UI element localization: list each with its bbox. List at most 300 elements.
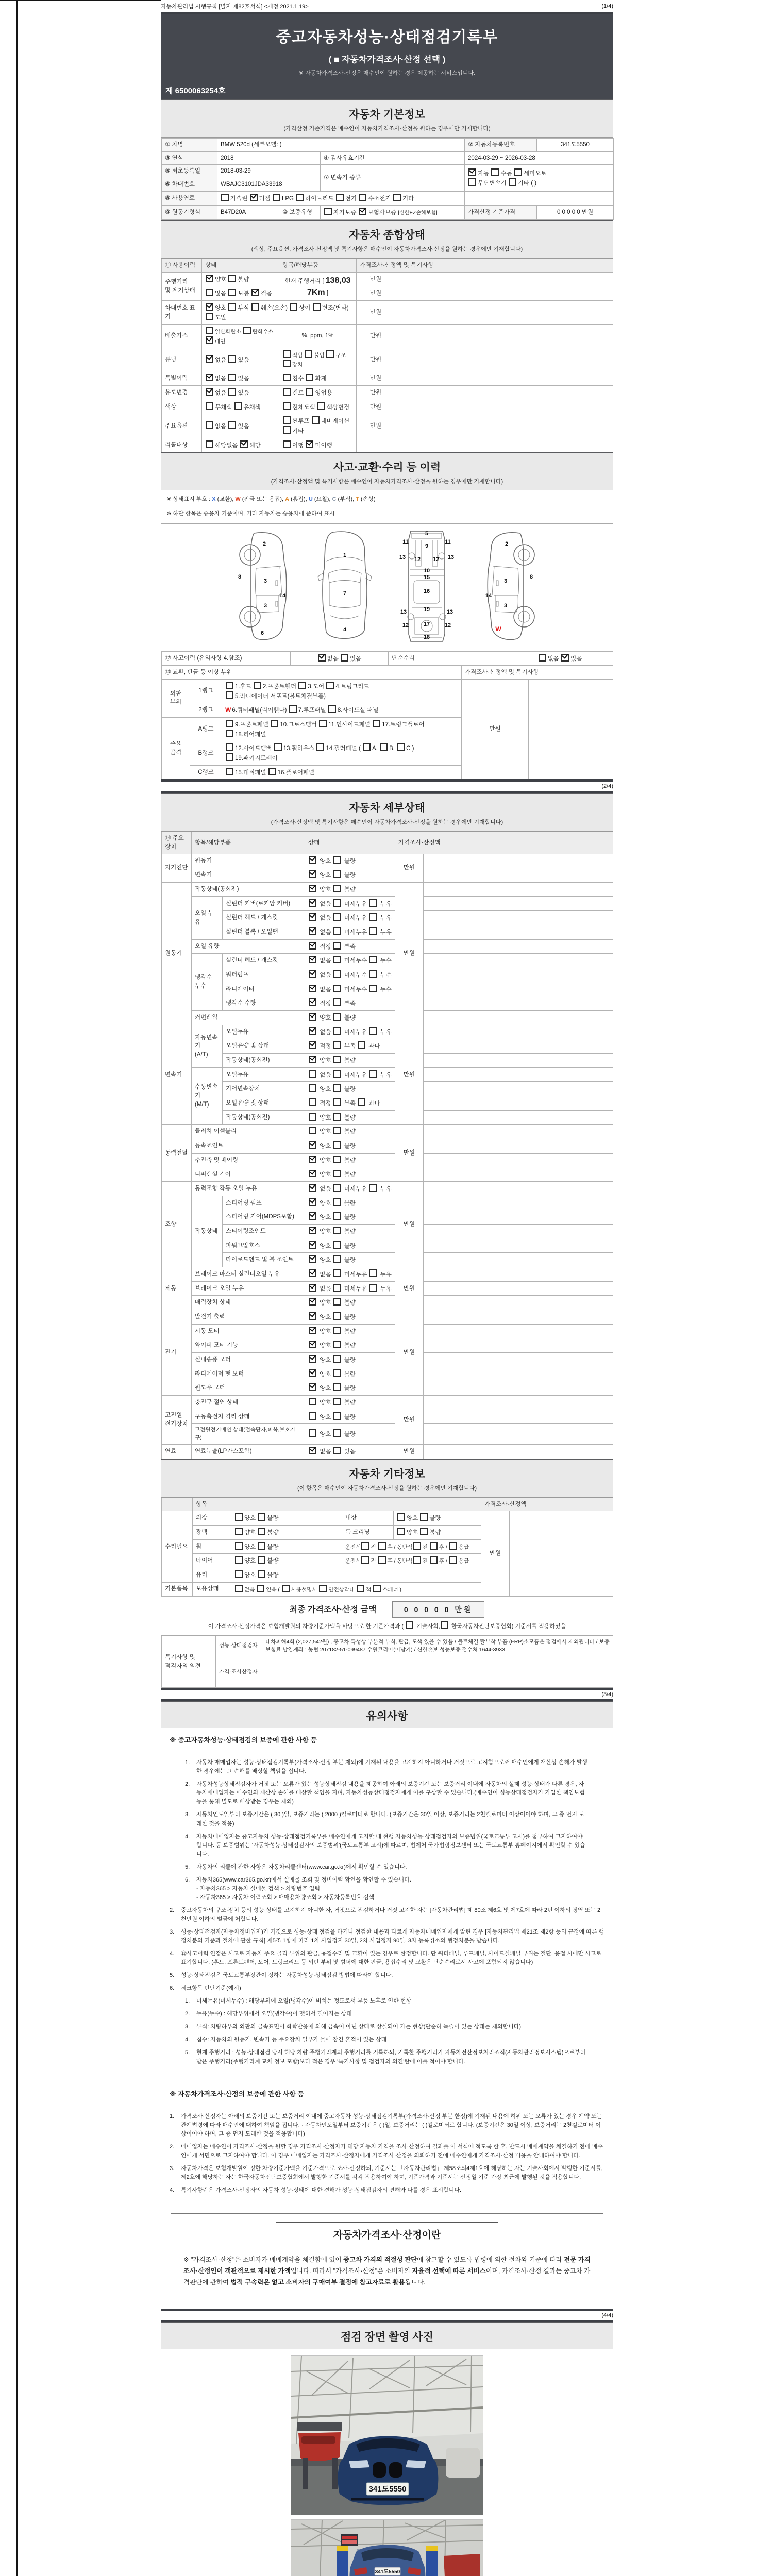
checkbox-empty[interactable]	[226, 743, 233, 751]
table-cell: 고전원 전기장치	[162, 1396, 192, 1445]
checkbox-checked[interactable]	[309, 1013, 316, 1021]
checkbox-empty[interactable]	[369, 899, 377, 907]
checkbox-empty[interactable]	[258, 1513, 265, 1521]
checkbox-empty[interactable]	[226, 730, 233, 737]
table-cell: ⑥ 차대번호	[162, 178, 217, 192]
checkbox-empty[interactable]	[324, 208, 332, 215]
table-cell: 오일 유량	[192, 939, 305, 954]
checkbox-empty[interactable]	[309, 1070, 316, 1078]
checkbox-empty[interactable]	[271, 720, 278, 727]
table-cell: 기본품목	[162, 1582, 193, 1596]
checkbox-empty[interactable]	[359, 194, 366, 201]
table-cell: 양호 부식 훼손(오손) 상이 변조(변타) 도말	[202, 301, 357, 325]
checkbox-empty[interactable]	[333, 885, 341, 892]
checkbox-empty[interactable]	[397, 1528, 405, 1535]
table-cell: 오일누유	[223, 1025, 305, 1039]
checkbox-checked[interactable]	[206, 374, 213, 381]
price-amount-cell: 만원	[357, 272, 395, 286]
checkbox-checked[interactable]	[309, 1156, 316, 1163]
table-cell: 없음 미세누유 누유	[305, 1281, 395, 1296]
checkbox-empty[interactable]	[369, 970, 377, 978]
checkbox-checked[interactable]	[309, 1198, 316, 1206]
checkbox-empty[interactable]	[509, 178, 516, 186]
checkbox-checked[interactable]	[561, 654, 569, 662]
checkbox-empty[interactable]	[306, 388, 313, 396]
checkbox-checked[interactable]	[309, 913, 316, 921]
checkbox-empty[interactable]	[228, 289, 236, 296]
table-cell: ③ 연식	[162, 151, 217, 165]
diagram-part-number: 3	[503, 602, 508, 609]
checkbox-empty[interactable]	[282, 1585, 290, 1592]
car-left-side-diagram	[231, 529, 296, 645]
checkbox-empty[interactable]	[228, 421, 236, 429]
checkbox-empty[interactable]	[309, 1412, 316, 1420]
checkbox-empty[interactable]	[283, 416, 291, 424]
checkbox-empty[interactable]	[441, 1621, 448, 1629]
checkbox-empty[interactable]	[235, 1528, 243, 1535]
checkbox-empty[interactable]	[333, 1070, 341, 1078]
checkbox-empty[interactable]	[369, 1027, 377, 1035]
checkbox-empty[interactable]	[206, 327, 213, 334]
checkbox-empty[interactable]	[333, 1041, 341, 1049]
checkbox-empty[interactable]	[235, 1570, 243, 1578]
checkbox-empty[interactable]	[257, 1585, 264, 1592]
checkbox-empty[interactable]	[268, 768, 276, 775]
checkbox-checked[interactable]	[309, 1355, 316, 1363]
checkbox-checked[interactable]	[240, 440, 248, 448]
checkbox-empty[interactable]	[226, 682, 233, 689]
notice-item	[177, 1876, 613, 1902]
checkbox-empty[interactable]	[333, 1369, 341, 1377]
checkbox-empty[interactable]	[309, 1398, 316, 1405]
checkbox-empty[interactable]	[333, 1383, 341, 1391]
checkbox-empty[interactable]	[333, 870, 341, 878]
checkbox-empty[interactable]	[333, 1327, 341, 1334]
checkbox-empty[interactable]	[319, 720, 327, 727]
diagram-part-number: 13	[400, 608, 407, 615]
table-cell: 오일유량 및 상태	[223, 1096, 305, 1111]
checkbox-checked[interactable]	[309, 1341, 316, 1348]
document-title: 중고자동차성능·상태점검기록부	[276, 29, 498, 46]
checkbox-empty[interactable]	[333, 942, 341, 950]
checkbox-empty[interactable]	[333, 1184, 341, 1192]
checkbox-empty[interactable]	[369, 913, 377, 921]
table-cell: 가격조사·산정액	[481, 1498, 613, 1511]
checkbox-empty[interactable]	[309, 1113, 316, 1121]
checkbox-checked[interactable]	[468, 168, 476, 176]
checkbox-empty[interactable]	[258, 1570, 265, 1578]
checkbox-checked[interactable]	[306, 440, 313, 448]
checkbox-empty[interactable]	[309, 1429, 316, 1437]
table-cell: 상태	[305, 832, 395, 854]
checkbox-empty[interactable]	[226, 691, 233, 699]
checkbox-empty[interactable]	[539, 654, 546, 662]
table-cell	[395, 385, 613, 400]
table-cell: 스티어링 기어(MDPS포함)	[223, 1210, 305, 1225]
checkbox-empty[interactable]	[333, 1156, 341, 1163]
checkbox-empty[interactable]	[333, 1056, 341, 1063]
checkbox-checked[interactable]	[309, 927, 316, 935]
table-cell: 오일유량 및 상태	[223, 1039, 305, 1054]
notice-item-number: 4.	[170, 2187, 175, 2193]
diagram-part-number: 11	[402, 538, 409, 545]
checkbox-empty[interactable]	[226, 768, 233, 775]
checkbox-empty[interactable]	[328, 705, 336, 713]
checkbox-checked[interactable]	[309, 899, 316, 907]
checkbox-empty[interactable]	[273, 194, 280, 201]
table-cell: 적정 부족	[305, 996, 395, 1011]
checkbox-checked[interactable]	[309, 856, 316, 864]
checkbox-empty[interactable]	[430, 1542, 438, 1550]
checkbox-checked[interactable]	[309, 1269, 316, 1277]
checkbox-empty[interactable]	[369, 927, 377, 935]
checkbox-empty[interactable]	[309, 1084, 316, 1092]
checkbox-empty[interactable]	[206, 440, 213, 448]
table-cell: 0 0 0 0 0 만원	[537, 206, 614, 220]
screen-top-line	[0, 0, 161, 1]
checkbox-checked[interactable]	[309, 1212, 316, 1220]
checkbox-empty[interactable]	[341, 654, 348, 662]
checkbox-empty[interactable]	[333, 1447, 341, 1454]
table-cell	[424, 954, 613, 968]
checkbox-checked[interactable]	[309, 1041, 316, 1049]
checkbox-empty[interactable]	[413, 1542, 421, 1550]
checkbox-empty[interactable]	[333, 970, 341, 978]
checkbox-empty[interactable]	[369, 1070, 377, 1078]
checkbox-empty[interactable]	[430, 1556, 438, 1564]
price-amount-cell: 만원	[462, 679, 529, 779]
checkbox-empty[interactable]	[235, 1585, 243, 1592]
notice-item	[177, 2023, 613, 2031]
table-cell: WBAJC3101JDA33918	[217, 178, 321, 192]
checkbox-empty[interactable]	[373, 1585, 381, 1592]
checkbox-empty[interactable]	[243, 327, 251, 334]
checkbox-empty[interactable]	[333, 1284, 341, 1292]
checkbox-empty[interactable]	[235, 1556, 243, 1564]
checkbox-checked[interactable]	[309, 1284, 316, 1292]
checkbox-empty[interactable]	[333, 1341, 341, 1348]
checkbox-empty[interactable]	[283, 350, 291, 358]
checkbox-empty[interactable]	[333, 998, 341, 1006]
checkbox-empty[interactable]	[235, 1513, 243, 1521]
table-cell: 양호 불량	[305, 1239, 395, 1253]
checkbox-empty[interactable]	[312, 416, 320, 424]
checkbox-empty[interactable]	[309, 1127, 316, 1134]
checkbox-checked[interactable]	[309, 1383, 316, 1391]
page-marker-2: (2/4)	[601, 783, 613, 790]
checkbox-empty[interactable]	[358, 1098, 365, 1106]
table-cell: 오일누유	[223, 1067, 305, 1082]
price-amount-cell: 만원	[395, 854, 424, 882]
table-cell: 없음 미세누수 누수	[305, 954, 395, 968]
checkbox-checked[interactable]	[309, 1327, 316, 1334]
checkbox-empty[interactable]	[333, 1355, 341, 1363]
checkbox-empty[interactable]	[363, 743, 371, 751]
checkbox-empty[interactable]	[491, 168, 499, 176]
checkbox-empty[interactable]	[234, 402, 242, 410]
checkbox-empty[interactable]	[317, 402, 325, 410]
notice-item	[177, 2036, 613, 2044]
checkbox-empty[interactable]	[333, 1198, 341, 1206]
checkbox-checked[interactable]	[309, 1255, 316, 1263]
checkbox-empty[interactable]	[228, 275, 236, 282]
section-accident-title: 사고·교환·수리 등 이력	[333, 462, 441, 474]
checkbox-empty[interactable]	[369, 1284, 377, 1292]
diagram-part-number: 11	[445, 538, 451, 545]
checkbox-checked[interactable]	[206, 275, 213, 282]
checkbox-empty[interactable]	[251, 303, 259, 311]
table-cell: 12.사이드멤버 13.휠하우스 14.필러패널 ( A, B, C ) 19.패키지트레이	[222, 741, 462, 765]
checkbox-checked[interactable]	[251, 289, 259, 296]
notice-item-text: 부식: 차량하부와 외판의 금속표면이 화학반응에 의해 금속이 아닌 상태로 상실되어 가는 현상(단순히 녹슬어 있는 상태는 제외합니다)	[196, 2024, 522, 2030]
checkbox-empty[interactable]	[333, 985, 341, 992]
checkbox-empty[interactable]	[316, 743, 324, 751]
checkbox-empty[interactable]	[333, 1027, 341, 1035]
checkbox-empty[interactable]	[449, 1542, 457, 1550]
table-cell: 자동 수동 세미오토 무단변속기 기타 ( )	[465, 165, 614, 191]
notice-item-number: 3.	[170, 1929, 175, 1935]
checkbox-empty[interactable]	[449, 1556, 457, 1564]
table-cell: 가격산정 기준가격	[465, 206, 537, 220]
document-subtitle: ( ■ 자동차가격조사·산정 선택 )	[328, 55, 446, 64]
checkbox-empty[interactable]	[333, 1141, 341, 1149]
table-cell: 용도변경	[162, 385, 202, 400]
price-amount-cell: 만원	[395, 1444, 424, 1459]
checkbox-empty[interactable]	[380, 743, 388, 751]
checkbox-checked[interactable]	[309, 998, 316, 1006]
table-cell: 색상	[162, 400, 202, 414]
checkbox-checked[interactable]	[309, 1141, 316, 1149]
checkbox-checked[interactable]	[206, 355, 213, 363]
table-cell: 양호 불량	[305, 1296, 395, 1310]
checkbox-empty[interactable]	[228, 374, 236, 381]
checkbox-checked[interactable]	[318, 654, 326, 662]
table-cell	[465, 191, 614, 206]
diagram-part-number: 2	[505, 540, 509, 547]
state-code-legend: ※ 상태표시 부호 : X (교환), W (판금 또는 용접), A (흠집), U (요철), C (부식), T (손상)	[166, 496, 376, 503]
checkbox-empty[interactable]	[369, 1269, 377, 1277]
checkbox-empty[interactable]	[333, 1241, 341, 1249]
table-cell: 워터펌프	[223, 968, 305, 982]
checkbox-empty[interactable]	[361, 1556, 369, 1564]
checkbox-checked[interactable]	[309, 870, 316, 878]
checkbox-checked[interactable]	[309, 885, 316, 892]
checkbox-empty[interactable]	[228, 303, 236, 311]
table-cell	[424, 982, 613, 996]
table-cell: 튜닝	[162, 348, 202, 371]
checkbox-empty[interactable]	[283, 388, 291, 396]
checkbox-empty[interactable]	[206, 402, 213, 410]
diagram-part-number: 3	[263, 602, 267, 609]
table-cell: 양호 불량	[305, 1053, 395, 1067]
section-photos	[161, 2322, 613, 2349]
checkbox-empty[interactable]	[333, 1255, 341, 1263]
checkbox-empty[interactable]	[296, 194, 304, 201]
checkbox-empty[interactable]	[420, 1528, 428, 1535]
table-cell	[424, 1196, 613, 1210]
checkbox-empty[interactable]	[369, 985, 377, 992]
checkbox-empty[interactable]	[333, 1212, 341, 1220]
checkbox-empty[interactable]	[397, 1513, 405, 1521]
table-cell: 가격조사·산정액 및 특기사항	[357, 259, 613, 273]
table-cell: 작동상태(공회전)	[223, 1110, 305, 1125]
table-cell	[424, 1039, 613, 1054]
checkbox-empty[interactable]	[235, 1542, 243, 1550]
checkbox-empty[interactable]	[369, 956, 377, 963]
checkbox-empty[interactable]	[258, 1556, 265, 1564]
checkbox-empty[interactable]	[283, 440, 291, 448]
table-cell	[510, 1511, 613, 1597]
checkbox-checked[interactable]	[309, 942, 316, 950]
checkbox-empty[interactable]	[221, 194, 229, 201]
checkbox-empty[interactable]	[420, 1513, 428, 1521]
checkbox-checked[interactable]	[309, 1241, 316, 1249]
checkbox-empty[interactable]	[333, 1429, 341, 1437]
checkbox-empty[interactable]	[333, 1227, 341, 1234]
checkbox-empty[interactable]	[289, 705, 297, 713]
checkbox-checked[interactable]	[309, 1184, 316, 1192]
table-cell: %, ppm, 1%	[279, 325, 357, 348]
checkbox-empty[interactable]	[393, 194, 401, 201]
checkbox-checked[interactable]	[309, 985, 316, 992]
checkbox-empty[interactable]	[290, 303, 297, 311]
checkbox-empty[interactable]	[326, 350, 334, 358]
svg-text:341도5550: 341도5550	[375, 2569, 400, 2575]
checkbox-empty[interactable]	[333, 927, 341, 935]
checkbox-checked[interactable]	[309, 1170, 316, 1177]
checkbox-checked[interactable]	[309, 970, 316, 978]
checkbox-checked[interactable]	[250, 194, 258, 201]
checkbox-checked[interactable]	[206, 303, 213, 311]
checkbox-empty[interactable]	[258, 1542, 265, 1550]
checkbox-empty[interactable]	[206, 289, 213, 296]
table-cell	[424, 1296, 613, 1310]
page-marker-4: (4/4)	[601, 2312, 613, 2318]
diagram-part-number: 1	[343, 552, 347, 558]
price-amount-cell: 만원	[395, 1182, 424, 1267]
checkbox-empty[interactable]	[378, 1556, 386, 1564]
table-cell	[424, 1139, 613, 1154]
checkbox-checked[interactable]	[206, 388, 213, 396]
checkbox-checked[interactable]	[309, 1056, 316, 1063]
checkbox-empty[interactable]	[373, 720, 380, 727]
checkbox-empty[interactable]	[228, 355, 236, 363]
checkbox-empty[interactable]	[274, 743, 282, 751]
checkbox-empty[interactable]	[283, 360, 291, 367]
checkbox-empty[interactable]	[357, 1585, 364, 1592]
checkbox-empty[interactable]	[413, 1556, 421, 1564]
section-basic-title: 자동차 기본정보	[349, 109, 425, 121]
checkbox-checked[interactable]	[309, 1369, 316, 1377]
checkbox-empty[interactable]	[406, 1621, 413, 1629]
checkbox-empty[interactable]	[378, 1542, 386, 1550]
checkbox-checked[interactable]	[359, 208, 366, 215]
diagram-part-number: 13	[446, 608, 453, 615]
notice-item-number: 4.	[185, 1833, 190, 1840]
checkbox-empty[interactable]	[206, 421, 213, 429]
checkbox-empty[interactable]	[333, 1127, 341, 1134]
checkbox-checked[interactable]	[309, 1298, 316, 1306]
checkbox-checked[interactable]	[309, 1447, 316, 1454]
checkbox-empty[interactable]	[514, 168, 522, 176]
checkbox-empty[interactable]	[283, 426, 291, 434]
checkbox-empty[interactable]	[258, 1528, 265, 1535]
checkbox-empty[interactable]	[333, 1412, 341, 1420]
checkbox-empty[interactable]	[336, 194, 344, 201]
checkbox-empty[interactable]	[333, 899, 341, 907]
table-cell: 내장	[342, 1511, 394, 1526]
checkbox-empty[interactable]	[468, 178, 476, 186]
checkbox-empty[interactable]	[333, 1113, 341, 1121]
checkbox-empty[interactable]	[333, 1170, 341, 1177]
checkbox-checked[interactable]	[206, 336, 213, 344]
checkbox-empty[interactable]	[333, 913, 341, 921]
form-page-3	[161, 1699, 613, 2310]
checkbox-empty[interactable]	[313, 303, 321, 311]
checkbox-empty[interactable]	[333, 1298, 341, 1306]
checkbox-empty[interactable]	[283, 374, 291, 381]
notice-item-text: 자동차 매매업자는 성능·상태점검기록부(가격조사·산정 부분 제외)에 기재된 내용을 고지하지 아니하거나 거짓으로 고지함으로써 매수인에게 재산상 손해가 발생한 경우에는 그 손해를 배상할 책임을 집니다.	[196, 1759, 587, 1775]
diagram-part-number: 12	[402, 622, 409, 629]
inspection-photos	[161, 2349, 613, 2576]
table-cell: 스티어링조인트	[223, 1225, 305, 1239]
table-cell: 가격조사·산정액 및 특기사항	[462, 666, 613, 680]
table-cell	[424, 939, 613, 954]
checkbox-empty[interactable]	[206, 313, 213, 320]
checkbox-empty[interactable]	[333, 1013, 341, 1021]
checkbox-empty[interactable]	[397, 743, 405, 751]
section-accident-subtitle: (가격조사·산정액 및 특기사항은 매수인이 자동차가격조사·산정을 원하는 경우에만 기재합니다)	[271, 479, 503, 485]
section-other-info	[161, 1459, 613, 1497]
page-marker-1: (1/4)	[601, 3, 613, 9]
checkbox-empty[interactable]	[333, 856, 341, 864]
checkbox-empty[interactable]	[333, 1084, 341, 1092]
checkbox-empty[interactable]	[254, 682, 261, 689]
checkbox-empty[interactable]	[228, 388, 236, 396]
checkbox-empty[interactable]	[326, 682, 334, 689]
price-amount-cell: 만원	[357, 301, 395, 325]
checkbox-checked[interactable]	[309, 956, 316, 963]
checkbox-empty[interactable]	[319, 1585, 327, 1592]
checkbox-checked[interactable]	[309, 1312, 316, 1320]
checkbox-empty[interactable]	[309, 1098, 316, 1106]
checkbox-empty[interactable]	[361, 1542, 369, 1550]
checkbox-empty[interactable]	[358, 1041, 365, 1049]
checkbox-empty[interactable]	[369, 1184, 377, 1192]
table-cell: 양호 불량	[305, 1225, 395, 1239]
checkbox-empty[interactable]	[306, 374, 313, 381]
notice-item-number: 5.	[185, 1863, 190, 1870]
form-meta-line	[161, 0, 613, 12]
table-cell: 동력전달	[162, 1125, 192, 1182]
checkbox-checked[interactable]	[309, 1027, 316, 1035]
checkbox-empty[interactable]	[333, 956, 341, 963]
weld-mark-w: W	[225, 706, 231, 714]
table-cell: 제동	[162, 1267, 192, 1310]
checkbox-empty[interactable]	[305, 350, 312, 358]
checkbox-empty[interactable]	[226, 753, 233, 761]
checkbox-empty[interactable]	[283, 402, 291, 410]
checkbox-empty[interactable]	[333, 1269, 341, 1277]
checkbox-checked[interactable]	[309, 1227, 316, 1234]
checkbox-empty[interactable]	[226, 720, 233, 727]
checkbox-empty[interactable]	[333, 1398, 341, 1405]
checkbox-empty[interactable]	[333, 1098, 341, 1106]
checkbox-empty[interactable]	[298, 682, 306, 689]
checkbox-empty[interactable]	[333, 1312, 341, 1320]
basic-info-table-el	[161, 138, 614, 220]
state-code-letter: A	[285, 496, 290, 503]
